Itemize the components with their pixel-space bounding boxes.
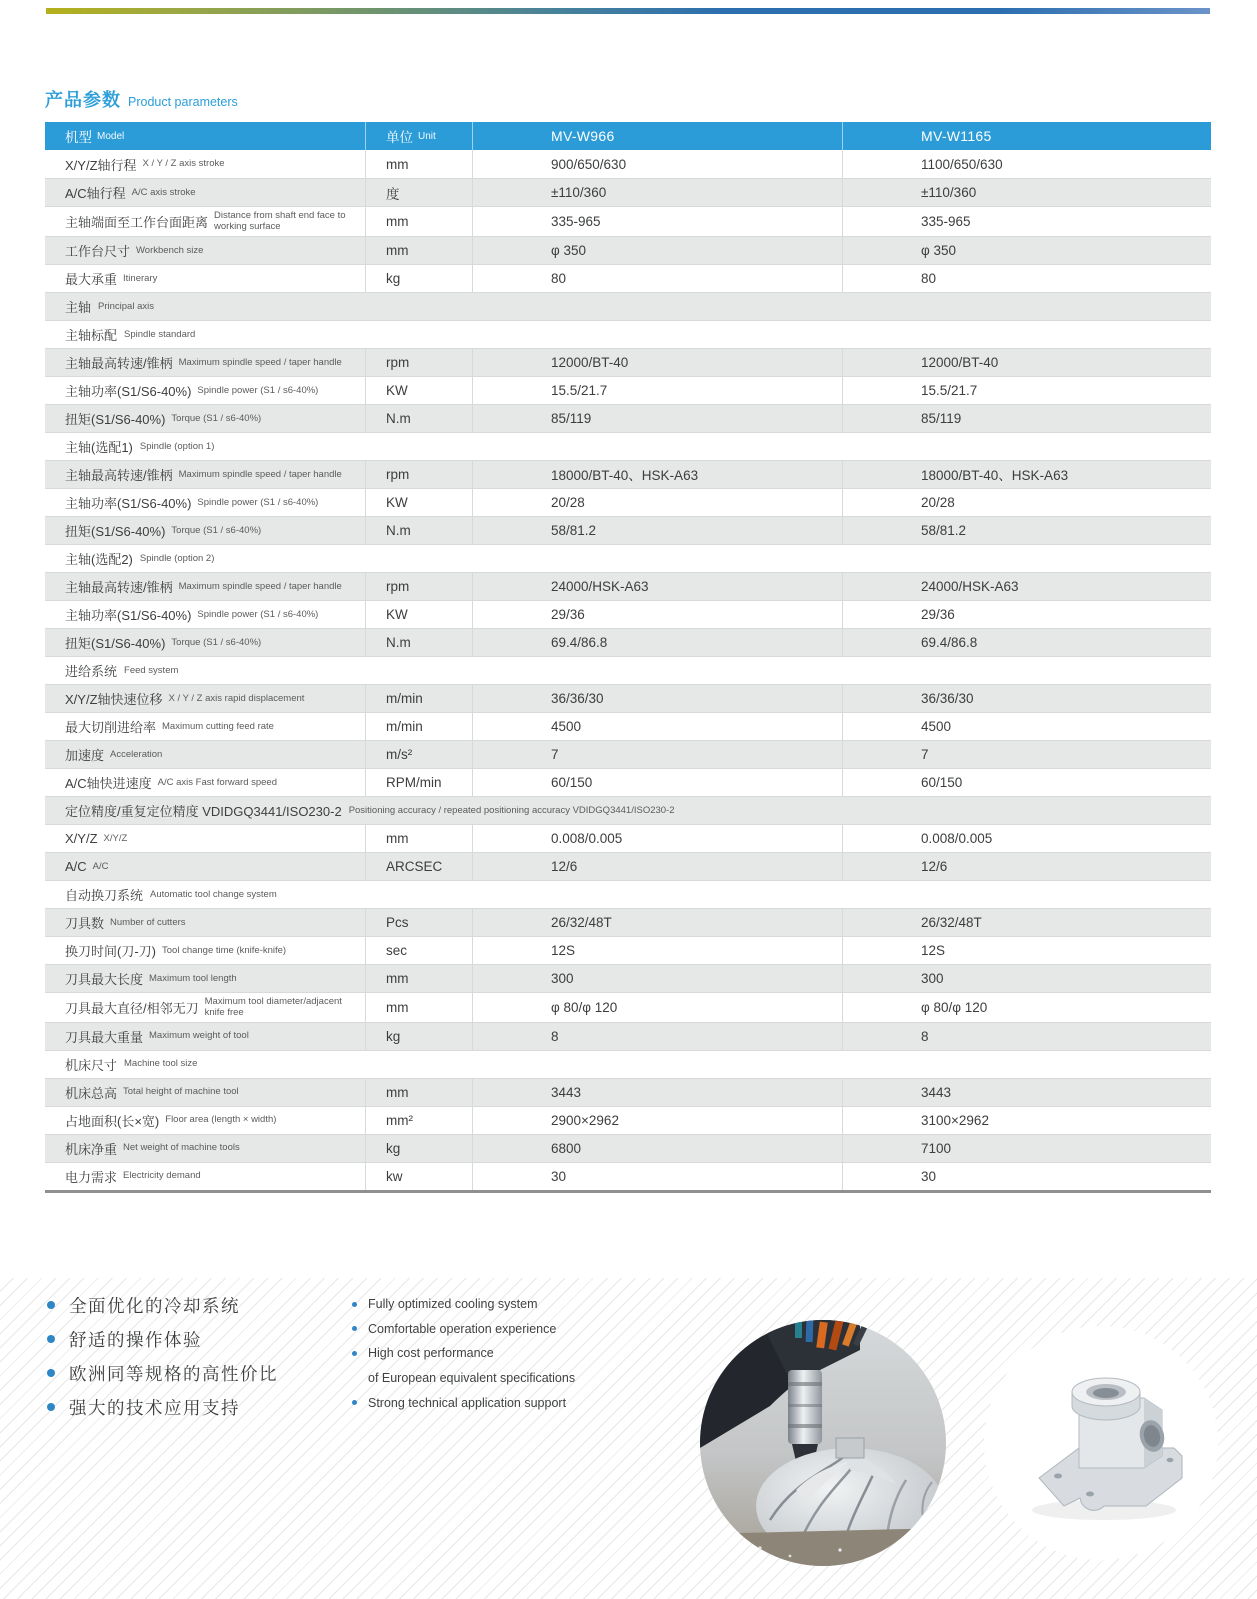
header-unit-en: Unit — [418, 130, 436, 142]
header-unit-cell — [365, 122, 472, 150]
param-label-en: A/C — [92, 860, 109, 872]
feature-item-en: High cost performance — [352, 1341, 575, 1366]
table-body — [45, 150, 1211, 1190]
param-label-zh: 主轴最高转速/锥柄 — [65, 355, 173, 371]
value-mv-w1165-cell: 12/6 — [842, 853, 1211, 880]
spec-row — [45, 712, 1211, 740]
param-label-zh: 扭矩(S1/S6-40%) — [65, 411, 166, 427]
spec-row — [45, 964, 1211, 992]
value-mv-w1165-cell: ±110/360 — [842, 179, 1211, 206]
spec-row — [45, 600, 1211, 628]
param-label-en: Floor area (length × width) — [165, 1114, 277, 1126]
value-mv-w966-cell: 85/119 — [472, 405, 842, 432]
param-label-cell — [45, 1107, 365, 1134]
value-mv-w966-cell: 8 — [472, 1023, 842, 1050]
section-label-en: Principal axis — [98, 300, 154, 312]
page-title — [45, 86, 238, 112]
spec-row — [45, 488, 1211, 516]
unit-cell: kw — [365, 1163, 472, 1190]
cnc-machining-image — [700, 1320, 946, 1566]
param-label-zh: 最大切削进给率 — [65, 719, 157, 735]
feature-item-zh: 强大的技术应用支持 — [47, 1390, 278, 1424]
section-label — [45, 293, 1211, 320]
value-mv-w1165-cell: 69.4/86.8 — [842, 629, 1211, 656]
value-mv-w1165-cell: 0.008/0.005 — [842, 825, 1211, 852]
unit-cell: RPM/min — [365, 769, 472, 796]
header-model-en: Model — [97, 130, 125, 142]
param-label-cell — [45, 601, 365, 628]
machined-part-image — [984, 1326, 1218, 1560]
param-label-cell — [45, 937, 365, 964]
param-label-cell — [45, 237, 365, 264]
param-label-cell — [45, 207, 365, 236]
param-label-zh: A/C轴行程 — [65, 186, 126, 201]
value-mv-w1165-cell: 1100/650/630 — [842, 150, 1211, 178]
spec-row — [45, 1106, 1211, 1134]
param-label-en: Torque (S1 / s6-40%) — [171, 636, 262, 648]
value-mv-w966-cell: 60/150 — [472, 769, 842, 796]
value-mv-w966-cell: 12S — [472, 937, 842, 964]
value-mv-w966-cell: 20/28 — [472, 489, 842, 516]
param-label-cell — [45, 265, 365, 292]
feature-item-zh: 全面优化的冷却系统 — [47, 1288, 278, 1322]
section-label-en: Automatic tool change system — [150, 888, 277, 900]
value-mv-w1165-cell: 20/28 — [842, 489, 1211, 516]
header-model1-cell: MV-W966 — [472, 122, 842, 150]
param-label-zh: 机床净重 — [65, 1141, 118, 1157]
param-label-cell — [45, 405, 365, 432]
value-mv-w966-cell: 3443 — [472, 1079, 842, 1106]
value-mv-w966-cell: 12000/BT-40 — [472, 349, 842, 376]
spec-row — [45, 178, 1211, 206]
param-label-en: Number of cutters — [110, 916, 186, 928]
value-mv-w966-cell: 18000/BT-40、HSK-A63 — [472, 461, 842, 488]
feature-item-en: of European equivalent specifications — [368, 1371, 576, 1386]
spec-row — [45, 992, 1211, 1022]
param-label-en: Torque (S1 / s6-40%) — [171, 524, 262, 536]
unit-cell: mm — [365, 207, 472, 236]
value-mv-w966-cell: 900/650/630 — [472, 150, 842, 178]
value-mv-w1165-cell: 15.5/21.7 — [842, 377, 1211, 404]
value-mv-w966-cell: 300 — [472, 965, 842, 992]
value-mv-w1165-cell: 4500 — [842, 713, 1211, 740]
value-mv-w1165-cell: 60/150 — [842, 769, 1211, 796]
param-label-zh: 刀具最大长度 — [65, 971, 144, 987]
unit-cell: m/s² — [365, 741, 472, 768]
param-label-en: Net weight of machine tools — [123, 1142, 240, 1154]
value-mv-w966-cell: 29/36 — [472, 601, 842, 628]
section-row — [45, 292, 1211, 320]
param-label-zh: 刀具最大直径/相邻无刀 — [65, 1000, 199, 1016]
unit-cell: Pcs — [365, 909, 472, 936]
param-label-cell — [45, 179, 365, 206]
param-label-en: X/Y/Z — [103, 832, 128, 844]
section-row — [45, 880, 1211, 908]
spec-row — [45, 908, 1211, 936]
section-label — [45, 1051, 1211, 1078]
spec-row — [45, 264, 1211, 292]
param-label-cell — [45, 629, 365, 656]
spec-row — [45, 684, 1211, 712]
cnc-machining-photo — [700, 1320, 946, 1566]
param-label-cell — [45, 853, 365, 880]
unit-cell: mm — [365, 237, 472, 264]
param-label-zh: 主轴端面至工作台面距离 — [65, 214, 209, 230]
spec-row — [45, 852, 1211, 880]
section-label-en: Feed system — [124, 664, 179, 676]
section-label — [45, 797, 1211, 824]
unit-cell: N.m — [365, 405, 472, 432]
param-label-zh: 主轴功率(S1/S6-40%) — [65, 607, 192, 623]
section-label-zh: 主轴(选配1) — [65, 439, 133, 455]
value-mv-w1165-cell: 3443 — [842, 1079, 1211, 1106]
param-label-cell — [45, 713, 365, 740]
value-mv-w1165-cell: φ 80/φ 120 — [842, 993, 1211, 1022]
param-label-en: A/C axis stroke — [131, 186, 196, 198]
unit-cell: ARCSEC — [365, 853, 472, 880]
section-row — [45, 320, 1211, 348]
value-mv-w966-cell: 7 — [472, 741, 842, 768]
param-label-en: Maximum spindle speed / taper handle — [178, 468, 342, 480]
value-mv-w966-cell: φ 80/φ 120 — [472, 993, 842, 1022]
param-label-en: Maximum spindle speed / taper handle — [178, 580, 342, 592]
value-mv-w1165-cell: 29/36 — [842, 601, 1211, 628]
unit-cell: mm — [365, 825, 472, 852]
section-label — [45, 657, 1211, 684]
value-mv-w966-cell: 80 — [472, 265, 842, 292]
param-label-cell — [45, 685, 365, 712]
param-label-cell — [45, 1163, 365, 1190]
machined-part-photo — [984, 1326, 1218, 1560]
header-model2-cell: MV-W1165 — [842, 122, 1211, 150]
header-model-zh: 机型 — [65, 130, 92, 145]
param-label-zh: 加速度 — [65, 747, 105, 763]
section-label — [45, 321, 1211, 348]
spec-row — [45, 150, 1211, 178]
spec-row — [45, 572, 1211, 600]
unit-cell: kg — [365, 265, 472, 292]
unit-cell: sec — [365, 937, 472, 964]
value-mv-w1165-cell: 24000/HSK-A63 — [842, 573, 1211, 600]
section-label — [45, 433, 1211, 460]
param-label-en: A/C axis Fast forward speed — [157, 776, 277, 788]
section-label-zh: 自动换刀系统 — [65, 887, 144, 903]
header-model-cell — [45, 122, 365, 150]
value-mv-w966-cell: 15.5/21.7 — [472, 377, 842, 404]
section-label-en: Machine tool size — [124, 1058, 198, 1070]
param-label-en: Maximum tool length — [149, 972, 237, 984]
param-label-cell — [45, 1135, 365, 1162]
param-label-zh: 扭矩(S1/S6-40%) — [65, 523, 166, 539]
spec-row — [45, 768, 1211, 796]
spec-row — [45, 404, 1211, 432]
value-mv-w966-cell: 335-965 — [472, 207, 842, 236]
spec-row — [45, 824, 1211, 852]
param-label-en: Spindle power (S1 / s6-40%) — [197, 608, 319, 620]
section-label-zh: 主轴标配 — [65, 327, 118, 343]
spec-row — [45, 628, 1211, 656]
param-label-en: Maximum spindle speed / taper handle — [178, 356, 342, 368]
section-label-en: Spindle standard — [124, 328, 196, 340]
value-mv-w966-cell: ±110/360 — [472, 179, 842, 206]
unit-cell: mm — [365, 993, 472, 1022]
unit-cell: mm — [365, 965, 472, 992]
feature-item-en: Comfortable operation experience — [352, 1317, 575, 1342]
param-label-en: Maximum weight of tool — [149, 1030, 249, 1042]
value-mv-w1165-cell: 12000/BT-40 — [842, 349, 1211, 376]
value-mv-w1165-cell: 300 — [842, 965, 1211, 992]
param-label-cell — [45, 741, 365, 768]
value-mv-w966-cell: 30 — [472, 1163, 842, 1190]
feature-item-zh: 欧洲同等规格的高性价比 — [47, 1356, 278, 1390]
value-mv-w1165-cell: 3100×2962 — [842, 1107, 1211, 1134]
param-label-en: Workbench size — [136, 244, 204, 256]
unit-cell: rpm — [365, 461, 472, 488]
value-mv-w1165-cell: 335-965 — [842, 207, 1211, 236]
unit-cell: mm² — [365, 1107, 472, 1134]
value-mv-w966-cell: 2900×2962 — [472, 1107, 842, 1134]
param-label-en: Torque (S1 / s6-40%) — [171, 412, 262, 424]
param-label-zh: 扭矩(S1/S6-40%) — [65, 635, 166, 651]
spec-row — [45, 376, 1211, 404]
spec-row — [45, 1022, 1211, 1050]
value-mv-w1165-cell: 58/81.2 — [842, 517, 1211, 544]
param-label-cell — [45, 909, 365, 936]
header-unit-zh: 单位 — [386, 130, 413, 145]
param-label-en: Maximum tool diameter/adjacent knife free — [204, 995, 342, 1019]
unit-cell: mm — [365, 150, 472, 178]
value-mv-w1165-cell: 80 — [842, 265, 1211, 292]
section-label-zh: 进给系统 — [65, 663, 118, 679]
param-label-en: Itinerary — [123, 272, 158, 284]
param-label-cell — [45, 825, 365, 852]
param-label-en: Distance from shaft end face to working surface — [214, 210, 346, 233]
value-mv-w966-cell: 69.4/86.8 — [472, 629, 842, 656]
spec-row — [45, 348, 1211, 376]
param-label-cell — [45, 1023, 365, 1050]
feature-list-zh — [47, 1288, 278, 1424]
value-mv-w966-cell: 58/81.2 — [472, 517, 842, 544]
value-mv-w966-cell: 4500 — [472, 713, 842, 740]
feature-item-en: Fully optimized cooling system — [352, 1292, 575, 1317]
spec-row — [45, 206, 1211, 236]
param-label-zh: 主轴功率(S1/S6-40%) — [65, 383, 192, 399]
page-title-zh: 产品参数 — [45, 90, 121, 110]
param-label-zh: 工作台尺寸 — [65, 243, 131, 259]
section-label-en: Positioning accuracy / repeated positioning accuracy VDIDGQ3441/ISO230-2 — [348, 804, 675, 816]
section-row — [45, 432, 1211, 460]
unit-cell: KW — [365, 489, 472, 516]
param-label-en: Acceleration — [110, 748, 163, 760]
param-label-en: Maximum cutting feed rate — [162, 720, 274, 732]
unit-cell: KW — [365, 601, 472, 628]
unit-cell: rpm — [365, 349, 472, 376]
param-label-zh: 刀具最大重量 — [65, 1029, 144, 1045]
unit-cell: 度 — [365, 179, 472, 206]
section-label-zh: 机床尺寸 — [65, 1057, 118, 1073]
value-mv-w1165-cell: φ 350 — [842, 237, 1211, 264]
value-mv-w1165-cell: 36/36/30 — [842, 685, 1211, 712]
unit-cell: m/min — [365, 685, 472, 712]
param-label-cell — [45, 965, 365, 992]
param-label-zh: 占地面积(长×宽) — [65, 1113, 160, 1129]
section-label — [45, 545, 1211, 572]
param-label-en: X / Y / Z axis stroke — [142, 158, 225, 170]
param-label-cell — [45, 377, 365, 404]
unit-cell: kg — [365, 1023, 472, 1050]
param-label-zh: 主轴最高转速/锥柄 — [65, 467, 173, 483]
param-label-zh: A/C轴快进速度 — [65, 775, 152, 791]
param-label-zh: X/Y/Z — [65, 830, 98, 846]
spec-row — [45, 1078, 1211, 1106]
section-row — [45, 796, 1211, 824]
value-mv-w966-cell: 0.008/0.005 — [472, 825, 842, 852]
value-mv-w966-cell: 36/36/30 — [472, 685, 842, 712]
param-label-zh: A/C — [65, 858, 87, 874]
unit-cell: N.m — [365, 629, 472, 656]
param-label-zh: 主轴最高转速/锥柄 — [65, 579, 173, 595]
feature-item-zh: 舒适的操作体验 — [47, 1322, 278, 1356]
value-mv-w1165-cell: 8 — [842, 1023, 1211, 1050]
section-row — [45, 544, 1211, 572]
param-label-zh: 换刀时间(刀-刀) — [65, 943, 156, 959]
param-label-cell — [45, 517, 365, 544]
unit-cell: m/min — [365, 713, 472, 740]
unit-cell: N.m — [365, 517, 472, 544]
spec-row — [45, 1134, 1211, 1162]
section-label-en: Spindle (option 2) — [139, 552, 215, 564]
unit-cell: rpm — [365, 573, 472, 600]
section-label-en: Spindle (option 1) — [139, 440, 215, 452]
param-label-cell — [45, 573, 365, 600]
value-mv-w1165-cell: 26/32/48T — [842, 909, 1211, 936]
value-mv-w966-cell: φ 350 — [472, 237, 842, 264]
spec-row — [45, 516, 1211, 544]
top-gradient-bar — [46, 8, 1210, 14]
value-mv-w966-cell: 6800 — [472, 1135, 842, 1162]
value-mv-w1165-cell: 30 — [842, 1163, 1211, 1190]
param-label-zh: 机床总高 — [65, 1085, 118, 1101]
spec-row — [45, 740, 1211, 768]
section-row — [45, 656, 1211, 684]
param-label-en: X / Y / Z axis rapid displacement — [168, 692, 305, 704]
param-label-zh: X/Y/Z轴快速位移 — [65, 691, 163, 707]
param-label-cell — [45, 1079, 365, 1106]
param-label-en: Spindle power (S1 / s6-40%) — [197, 496, 319, 508]
param-label-cell — [45, 769, 365, 796]
unit-cell: KW — [365, 377, 472, 404]
feature-list-en — [352, 1292, 575, 1415]
spec-row — [45, 460, 1211, 488]
value-mv-w1165-cell: 7 — [842, 741, 1211, 768]
table-header-row — [45, 122, 1211, 150]
value-mv-w966-cell: 26/32/48T — [472, 909, 842, 936]
param-label-cell — [45, 349, 365, 376]
param-label-zh: 主轴功率(S1/S6-40%) — [65, 495, 192, 511]
value-mv-w966-cell: 12/6 — [472, 853, 842, 880]
param-label-cell — [45, 489, 365, 516]
page-title-en: Product parameters — [128, 95, 238, 109]
spec-row — [45, 1162, 1211, 1190]
section-label — [45, 881, 1211, 908]
spec-row — [45, 936, 1211, 964]
param-label-en: Tool change time (knife-knife) — [162, 944, 287, 956]
param-label-en: Total height of machine tool — [123, 1086, 239, 1098]
section-label-zh: 主轴(选配2) — [65, 551, 133, 567]
value-mv-w1165-cell: 18000/BT-40、HSK-A63 — [842, 461, 1211, 488]
section-label-zh: 主轴 — [65, 299, 92, 315]
param-label-cell — [45, 461, 365, 488]
param-label-en: Spindle power (S1 / s6-40%) — [197, 384, 319, 396]
value-mv-w1165-cell: 7100 — [842, 1135, 1211, 1162]
value-mv-w1165-cell: 12S — [842, 937, 1211, 964]
param-label-cell — [45, 150, 365, 178]
feature-item-en: Strong technical application support — [352, 1390, 575, 1415]
param-label-cell — [45, 993, 365, 1022]
param-label-en: Electricity demand — [123, 1170, 201, 1182]
value-mv-w966-cell: 24000/HSK-A63 — [472, 573, 842, 600]
param-label-zh: 最大承重 — [65, 271, 118, 287]
param-label-zh: 刀具数 — [65, 915, 105, 931]
unit-cell: mm — [365, 1079, 472, 1106]
spec-row — [45, 236, 1211, 264]
value-mv-w1165-cell: 85/119 — [842, 405, 1211, 432]
param-label-zh: X/Y/Z轴行程 — [65, 157, 137, 173]
product-parameters-table — [45, 122, 1211, 1193]
section-row — [45, 1050, 1211, 1078]
section-label-zh: 定位精度/重复定位精度 VDIDGQ3441/ISO230-2 — [65, 803, 342, 819]
unit-cell: kg — [365, 1135, 472, 1162]
param-label-zh: 电力需求 — [65, 1169, 118, 1185]
